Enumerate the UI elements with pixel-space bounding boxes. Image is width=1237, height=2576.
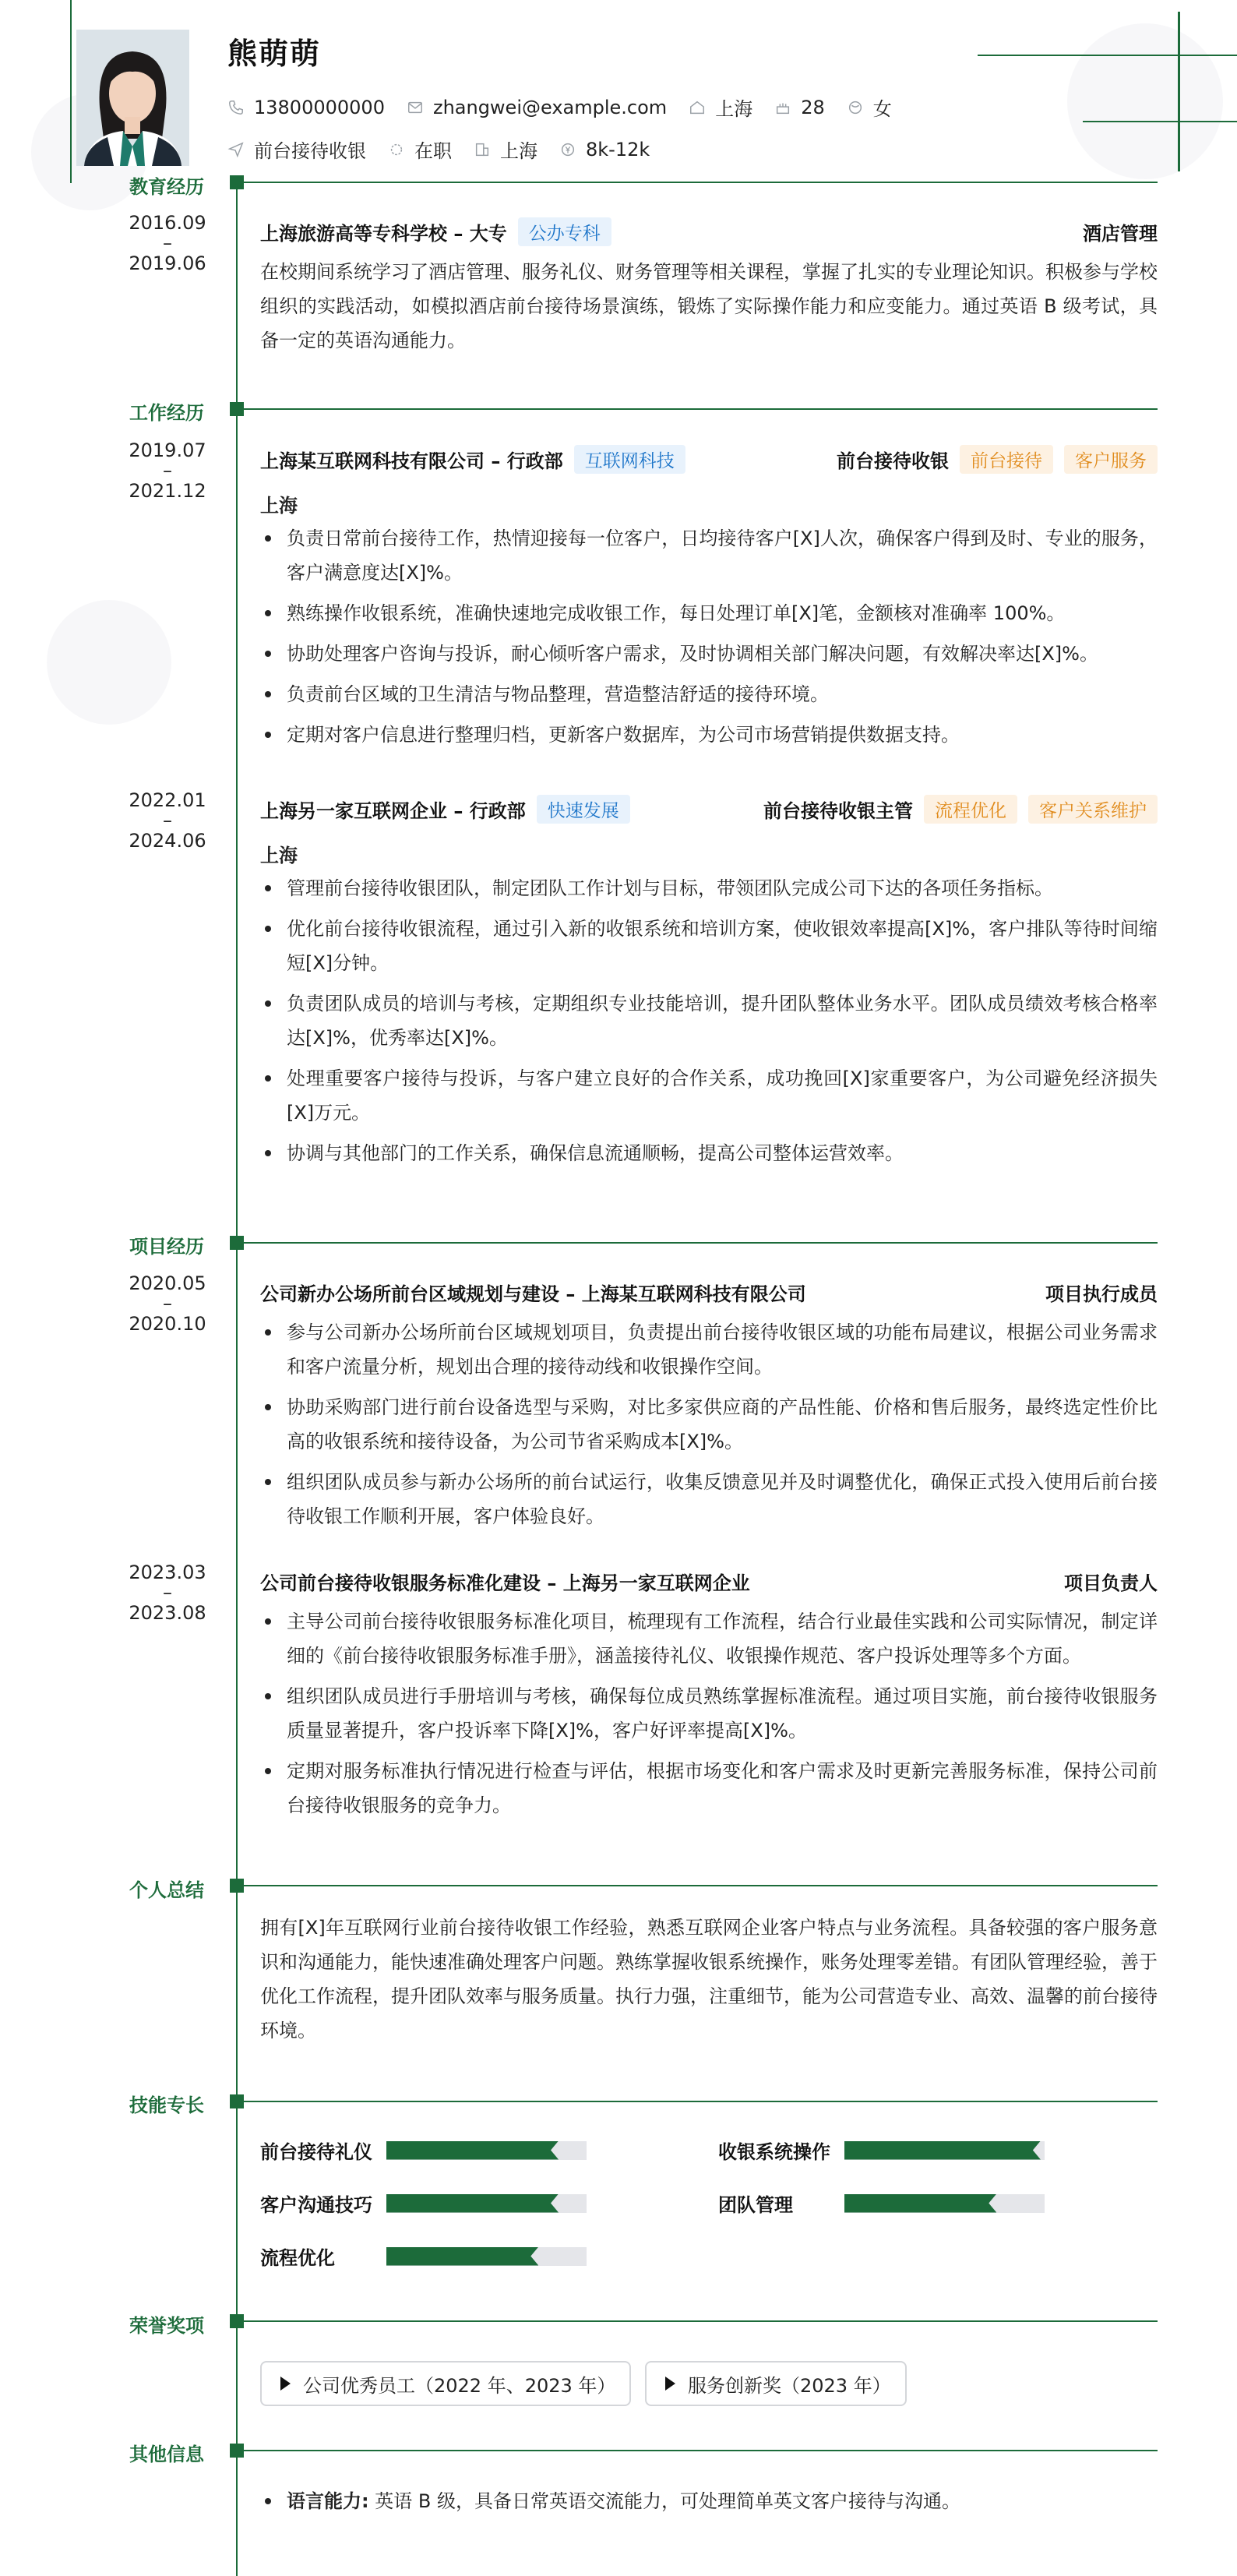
mail-icon [407, 99, 424, 116]
send-icon [227, 141, 245, 158]
email-text: zhangwei@example.com [432, 96, 668, 118]
school-tag: 公办专科 [518, 217, 611, 246]
list-item: 处理重要客户接待与投诉，与客户建立良好的合作关系，成功挽回[X]家重要客户，为公司避免经济损失[X]万元。 [260, 1061, 1158, 1130]
section-marker [230, 2444, 244, 2458]
money-icon [559, 141, 576, 158]
work-entry-1 [260, 443, 1158, 752]
list-item: 优化前台接待收银流程，通过引入新的收银系统和培训方案，使收银效率提高[X]%，客户排队等待时间缩短[X]分钟。 [260, 912, 1158, 980]
project-title: 公司新办公场所前台区域规划与建设 – 上海某互联网科技有限公司 [260, 1283, 806, 1305]
project-title: 公司前台接待收银服务标准化建设 – 上海另一家互联网企业 [260, 1572, 750, 1594]
skill-bar [386, 2141, 587, 2160]
work-city: 上海 [260, 495, 298, 517]
section-marker [230, 1879, 244, 1893]
city-item [689, 94, 752, 121]
section-marker [230, 175, 244, 189]
skill-item [260, 2190, 587, 2217]
status-text: 在职 [414, 140, 452, 162]
project-date-1: 2020.05 – 2020.10 [129, 1272, 206, 1335]
list-item: 协调与其他部门的工作关系，确保信息流通顺畅，提高公司整体运营效率。 [260, 1136, 1158, 1170]
phone-icon [227, 99, 245, 116]
gender-item [847, 94, 892, 121]
skill-fill [386, 2141, 559, 2160]
work-city: 上海 [260, 845, 298, 866]
list-item: 组织团队成员进行手册培训与考核，确保每位成员熟练掌握标准流程。通过项目实施，前台接待收银服务质量显著提升，客户投诉率下降[X]%，客户好评率提高[X]%。 [260, 1679, 1158, 1748]
candidate-name: 熊萌萌 [227, 37, 322, 71]
role-tag: 客户关系维护 [1028, 795, 1158, 824]
list-item: 负责前台区域的卫生清洁与物品整理，营造整洁舒适的接待环境。 [260, 677, 1158, 711]
play-icon [665, 2377, 675, 2391]
work-entry-2 [260, 793, 1158, 1170]
company-tag: 快速发展 [537, 795, 630, 824]
status-item [388, 136, 452, 163]
skill-bar [386, 2194, 587, 2213]
cake-icon [774, 99, 791, 116]
section-marker [230, 1236, 244, 1250]
decor-line [1178, 12, 1180, 171]
school-name: 上海旅游高等专科学校 – 大专 [260, 222, 507, 245]
list-item: 协助采购部门进行前台设备选型与采购，对比多家供应商的产品性能、价格和售后服务，最终选定性价比高的收银系统和接待设备，为公司节省采购成本[X]%。 [260, 1390, 1158, 1459]
gender-text: 女 [872, 98, 892, 120]
job-role: 前台接待收银主管 [763, 799, 913, 822]
work-bullets [260, 521, 1158, 752]
project-entry-1 [260, 1276, 1158, 1533]
city-text: 上海 [715, 98, 753, 120]
work-date-2: 2022.01 – 2024.06 [129, 789, 206, 852]
honor-badge [260, 2361, 631, 2406]
role-tag: 前台接待 [960, 445, 1053, 474]
project-role: 项目负责人 [1064, 1572, 1158, 1594]
target-city-text: 上海 [500, 140, 537, 162]
building-icon [474, 141, 491, 158]
project-role: 项目执行成员 [1045, 1283, 1158, 1305]
job-intent-row [227, 136, 671, 163]
salary-item [559, 139, 650, 161]
timeline-line [236, 179, 238, 2576]
honor-text: 公司优秀员工（2022 年、2023 年） [303, 2374, 616, 2397]
skill-fill [386, 2194, 559, 2213]
list-item: 负责日常前台接待工作，热情迎接每一位客户，日均接待客户[X]人次，确保客户得到及时、专业的服务，客户满意度达[X]%。 [260, 521, 1158, 590]
company-tag: 互联网科技 [574, 445, 685, 474]
skill-fill [386, 2247, 538, 2266]
list-item: 主导公司前台接待收银服务标准化项目，梳理现有工作流程，结合行业最佳实践和公司实际情况，制定详细的《前台接待收银服务标准手册》，涵盖接待礼仪、收银操作规范、客户投诉处理等多个方面。 [260, 1604, 1158, 1673]
section-title-education: 教育经历 [129, 176, 204, 198]
list-item: 熟练操作收银系统，准确快速地完成收银工作，每日处理订单[X]笔，金额核对准确率 100%。 [260, 596, 1158, 630]
decor-circle [1067, 23, 1223, 179]
section-rule [244, 1885, 1158, 1886]
other-info [260, 2478, 1158, 2518]
avatar-portrait [76, 30, 189, 166]
other-list [260, 2484, 1158, 2518]
section-marker [230, 2314, 244, 2328]
decor-line [70, 0, 72, 183]
phone-item [227, 97, 385, 118]
status-icon [388, 141, 405, 158]
work-bullets [260, 871, 1158, 1170]
skill-name: 客户沟通技巧 [260, 2194, 372, 2216]
education-entry [260, 216, 1158, 358]
section-title-other: 其他信息 [129, 2444, 204, 2465]
skill-name: 团队管理 [718, 2194, 793, 2216]
section-marker [230, 402, 244, 416]
skill-name: 前台接待礼仪 [260, 2141, 372, 2163]
job-role: 前台接待收银 [837, 450, 949, 472]
section-title-summary: 个人总结 [129, 1879, 204, 1901]
major: 酒店管理 [1083, 222, 1158, 245]
target-job-text: 前台接待收银 [254, 140, 366, 162]
other-label: 语言能力: [287, 2490, 369, 2512]
list-item: 负责团队成员的培训与考核，定期组织专业技能培训，提升团队整体业务水平。团队成员绩效考核合格率达[X]%，优秀率达[X]%。 [260, 986, 1158, 1055]
section-rule [244, 1242, 1158, 1244]
role-tag: 客户服务 [1064, 445, 1158, 474]
decor-circle [47, 600, 171, 725]
list-item: 定期对服务标准执行情况进行检查与评估，根据市场变化和客户需求及时更新完善服务标准，保持公司前台接待收银服务的竞争力。 [260, 1754, 1158, 1823]
list-item: 定期对客户信息进行整理归档，更新客户数据库，为公司市场营销提供数据支持。 [260, 718, 1158, 752]
home-icon [689, 99, 706, 116]
section-title-project: 项目经历 [129, 1236, 204, 1258]
skill-name: 收银系统操作 [718, 2141, 830, 2163]
skill-bar [844, 2141, 1045, 2160]
list-item [260, 2484, 1158, 2518]
project-bullets [260, 1604, 1158, 1823]
play-icon [280, 2377, 291, 2391]
skill-fill [844, 2194, 996, 2213]
age-text: 28 [801, 96, 825, 118]
phone-text: 13800000000 [254, 96, 385, 118]
contact-row [227, 94, 914, 121]
summary-text [260, 1911, 1158, 2048]
salary-text: 8k-12k [586, 138, 650, 161]
list-item: 组织团队成员参与新办公场所的前台试运行，收集反馈意见并及时调整优化，确保正式投入使用后前台接待收银工作顺利开展，客户体验良好。 [260, 1465, 1158, 1533]
education-date: 2016.09 – 2019.06 [129, 212, 206, 274]
company-name: 上海某互联网科技有限公司 – 行政部 [260, 450, 563, 472]
skill-fill [844, 2141, 1041, 2160]
skill-item [260, 2243, 587, 2270]
section-rule [244, 2320, 1158, 2322]
skill-bar [844, 2194, 1045, 2213]
list-item: 协助处理客户咨询与投诉，耐心倾听客户需求，及时协调相关部门解决问题，有效解决率达[X]%。 [260, 637, 1158, 671]
section-title-skills: 技能专长 [129, 2094, 204, 2116]
age-item [774, 97, 825, 118]
company-name: 上海另一家互联网企业 – 行政部 [260, 799, 526, 822]
target-job-item [227, 136, 366, 163]
section-marker [230, 2094, 244, 2108]
skill-item [718, 2190, 1045, 2217]
list-item: 参与公司新办公场所前台区域规划项目，负责提出前台接待收银区域的功能布局建议，根据公司业务需求和客户流量分析，规划出合理的接待动线和收银操作空间。 [260, 1315, 1158, 1384]
skill-bar [386, 2247, 587, 2266]
list-item: 管理前台接待收银团队，制定团队工作计划与目标，带领团队完成公司下达的各项任务指标。 [260, 871, 1158, 905]
honor-badge [645, 2361, 907, 2406]
section-rule [244, 182, 1158, 183]
section-title-work: 工作经历 [129, 402, 204, 424]
summary-paragraph: 拥有[X]年互联网行业前台接待收银工作经验，熟悉互联网企业客户特点与业务流程。具备较强的客户服务意识和沟通能力，能快速准确处理客户问题。熟练掌握收银系统操作，账务处理零差错。有团队管理经验，善于优化工作流程，提升团队效率与服务质量。执行力强，注重细节，能为公司营造专业、高效、温馨的前台接待环境。 [260, 1917, 1158, 2041]
gender-icon [847, 99, 864, 116]
project-bullets [260, 1315, 1158, 1533]
section-title-honors: 荣誉奖项 [129, 2315, 204, 2337]
skill-item [718, 2137, 1045, 2164]
project-entry-2 [260, 1565, 1158, 1823]
skill-item [260, 2137, 587, 2164]
education-desc: 在校期间系统学习了酒店管理、服务礼仪、财务管理等相关课程，掌握了扎实的专业理论知识。积极参与学校组织的实践活动，如模拟酒店前台接待场景演练，锻炼了实际操作能力和应变能力。通过英语 B 级考试，具备一定的英语沟通能力。 [260, 261, 1158, 351]
avatar [76, 30, 189, 166]
section-rule [244, 2101, 1158, 2102]
role-tag: 流程优化 [924, 795, 1017, 824]
target-city-item [474, 136, 537, 163]
honor-text: 服务创新奖（2023 年） [688, 2374, 891, 2397]
project-date-2: 2023.03 – 2023.08 [129, 1561, 206, 1624]
work-date-1: 2019.07 – 2021.12 [129, 439, 206, 502]
decor-line [978, 55, 1237, 56]
email-item [407, 97, 667, 118]
other-text: 英语 B 级，具备日常英语交流能力，可处理简单英文客户接待与沟通。 [375, 2490, 960, 2512]
section-rule [244, 2450, 1158, 2451]
skill-name: 流程优化 [260, 2247, 335, 2269]
decor-line [1083, 121, 1237, 122]
section-rule [244, 408, 1158, 410]
